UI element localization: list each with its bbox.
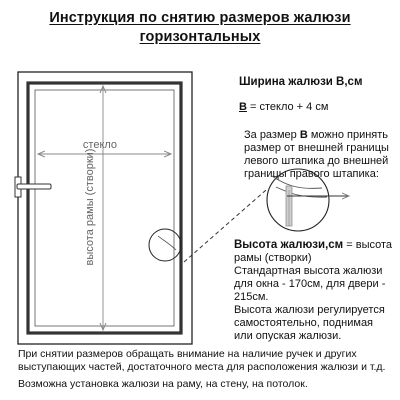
window-handle <box>15 177 51 197</box>
width-note-var: В <box>299 129 308 141</box>
height-section: Высота жалюзи,см = высота рамы (створки) Стандартная высота жалюзи для окна - 170см, для двери - 215см. Высота жалюзи регулируется самостоятельно, поднимая или опуская жалюзи. <box>234 239 393 342</box>
width-note: За размер В можно принять размер от внешней границы левого штапика до внешней границы правого штапика: <box>244 129 389 180</box>
width-formula-var: В <box>239 101 247 113</box>
height-heading: Высота жалюзи,см <box>234 239 344 251</box>
window-sash <box>28 83 181 333</box>
footer-line-1: При снятии размеров обращать внимание на наличие ручек и других <box>18 348 357 360</box>
frame-height-label: высота рамы (створки) <box>84 148 96 266</box>
width-formula <box>239 101 328 114</box>
width-formula-rest: = стекло + 4 см <box>246 101 329 113</box>
title-line-1: Инструкция по снятию размеров жалюзи <box>49 10 351 26</box>
footer-note <box>18 348 385 374</box>
title-line-2: горизонтальных <box>139 29 261 45</box>
window-glass <box>35 90 174 326</box>
width-heading: Ширина жалюзи В,см <box>239 76 363 88</box>
zoom-circle-small <box>149 229 181 261</box>
glass-label: стекло <box>82 139 118 151</box>
window-outer-frame <box>18 72 192 344</box>
footer-line-2: выступающих частей, достаточного места для расположения жалюзи и т.д. <box>18 361 386 373</box>
footer-line-3: Возможна установка жалюзи на раму, на стену, на потолок. <box>18 378 308 390</box>
